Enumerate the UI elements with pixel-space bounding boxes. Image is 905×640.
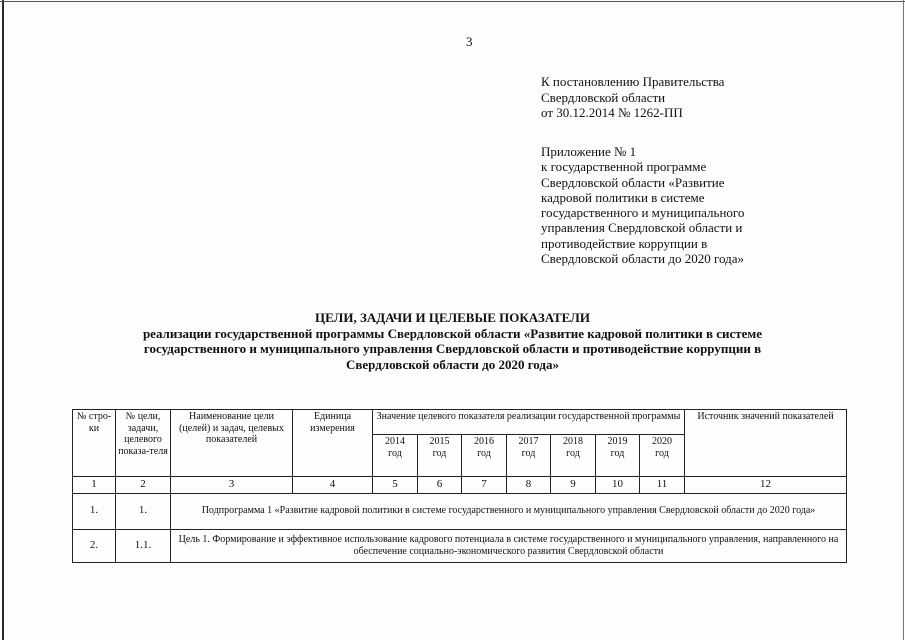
- title-line: реализации государственной программы Свердловской области «Развитие кадровой политики в системе: [142, 325, 763, 341]
- table-row: [73, 529, 847, 562]
- column-number: 10: [596, 477, 640, 494]
- page-number: 3: [466, 34, 473, 49]
- column-number: 6: [418, 477, 462, 494]
- approval-line: Свердловской области: [541, 89, 666, 105]
- column-number: 8: [507, 477, 551, 494]
- title-line: ЦЕЛИ, ЗАДАЧИ И ЦЕЛЕВЫЕ ПОКАЗАТЕЛИ: [315, 310, 590, 325]
- subprogram-text: Подпрограмма 1 «Развитие кадровой политики в системе государственного и муниципального управления Свердловской области до 2020 года»: [171, 493, 847, 529]
- annex-line: противодействие коррупции в: [541, 235, 708, 251]
- year-2015: 2015 год: [418, 435, 462, 477]
- annex-line: Приложение № 1: [541, 144, 637, 159]
- year-2020: 2020 год: [640, 435, 685, 477]
- annex-line: Свердловской области до 2020 года»: [541, 251, 744, 267]
- approval-line: от 30.12.2014 № 1262-ПП: [541, 105, 683, 120]
- year-2016: 2016 год: [462, 435, 507, 477]
- annex-reference: [541, 144, 841, 266]
- annex-line: к государственной программе: [541, 159, 707, 175]
- year-2019: 2019 год: [596, 435, 640, 477]
- column-number: 11: [640, 477, 685, 494]
- annex-line: кадровой политики в системе: [541, 189, 705, 205]
- year-2017: 2017 год: [507, 435, 551, 477]
- scan-edge-top: [0, 1, 905, 2]
- header-name: Наименование цели (целей) и задач, целевых показателей: [171, 410, 293, 477]
- title-line: государственного и муниципального управления Свердловской области и противодействие коррупции в: [143, 341, 762, 356]
- column-number: 12: [685, 477, 847, 494]
- header-unit: Единица измерения: [293, 410, 373, 477]
- approval-line: К постановлению Правительства: [541, 74, 725, 89]
- column-number: 9: [551, 477, 596, 494]
- annex-line: Свердловской области «Развитие: [541, 174, 725, 190]
- header-source: Источник значений показателей: [685, 410, 847, 477]
- title-line: Свердловской области до 2020 года»: [345, 356, 559, 372]
- annex-line: управления Свердловской области и: [541, 220, 743, 236]
- table-row: [73, 493, 847, 529]
- column-number: 5: [373, 477, 418, 494]
- goal-number: 1.: [116, 493, 171, 529]
- approval-reference: [541, 74, 841, 121]
- header-row-no: № стро-ки: [73, 410, 116, 477]
- row-number: 1.: [73, 493, 116, 529]
- column-number: 3: [171, 477, 293, 494]
- column-number: 1: [73, 477, 116, 494]
- year-2018: 2018 год: [551, 435, 596, 477]
- column-number: 7: [462, 477, 507, 494]
- header-goal-no: № цели, задачи, целевого показа-теля: [116, 410, 171, 477]
- targets-table: [72, 409, 847, 563]
- goal-number: 1.1.: [116, 529, 171, 562]
- row-number: 2.: [73, 529, 116, 562]
- header-row: [73, 410, 847, 435]
- goal-text: Цель 1. Формирование и эффективное использование кадрового потенциала в системе государственного и муниципального управления, направленного на обеспечение социально-экономического развития Свердловской области: [171, 529, 847, 562]
- column-number: 4: [293, 477, 373, 494]
- header-values: Значение целевого показателя реализации государственной программы: [373, 410, 685, 435]
- column-number: 2: [116, 477, 171, 494]
- annex-line: государственного и муниципального: [541, 205, 745, 221]
- year-2014: 2014 год: [373, 435, 418, 477]
- column-number-row: [73, 477, 847, 494]
- document-title: [0, 310, 905, 372]
